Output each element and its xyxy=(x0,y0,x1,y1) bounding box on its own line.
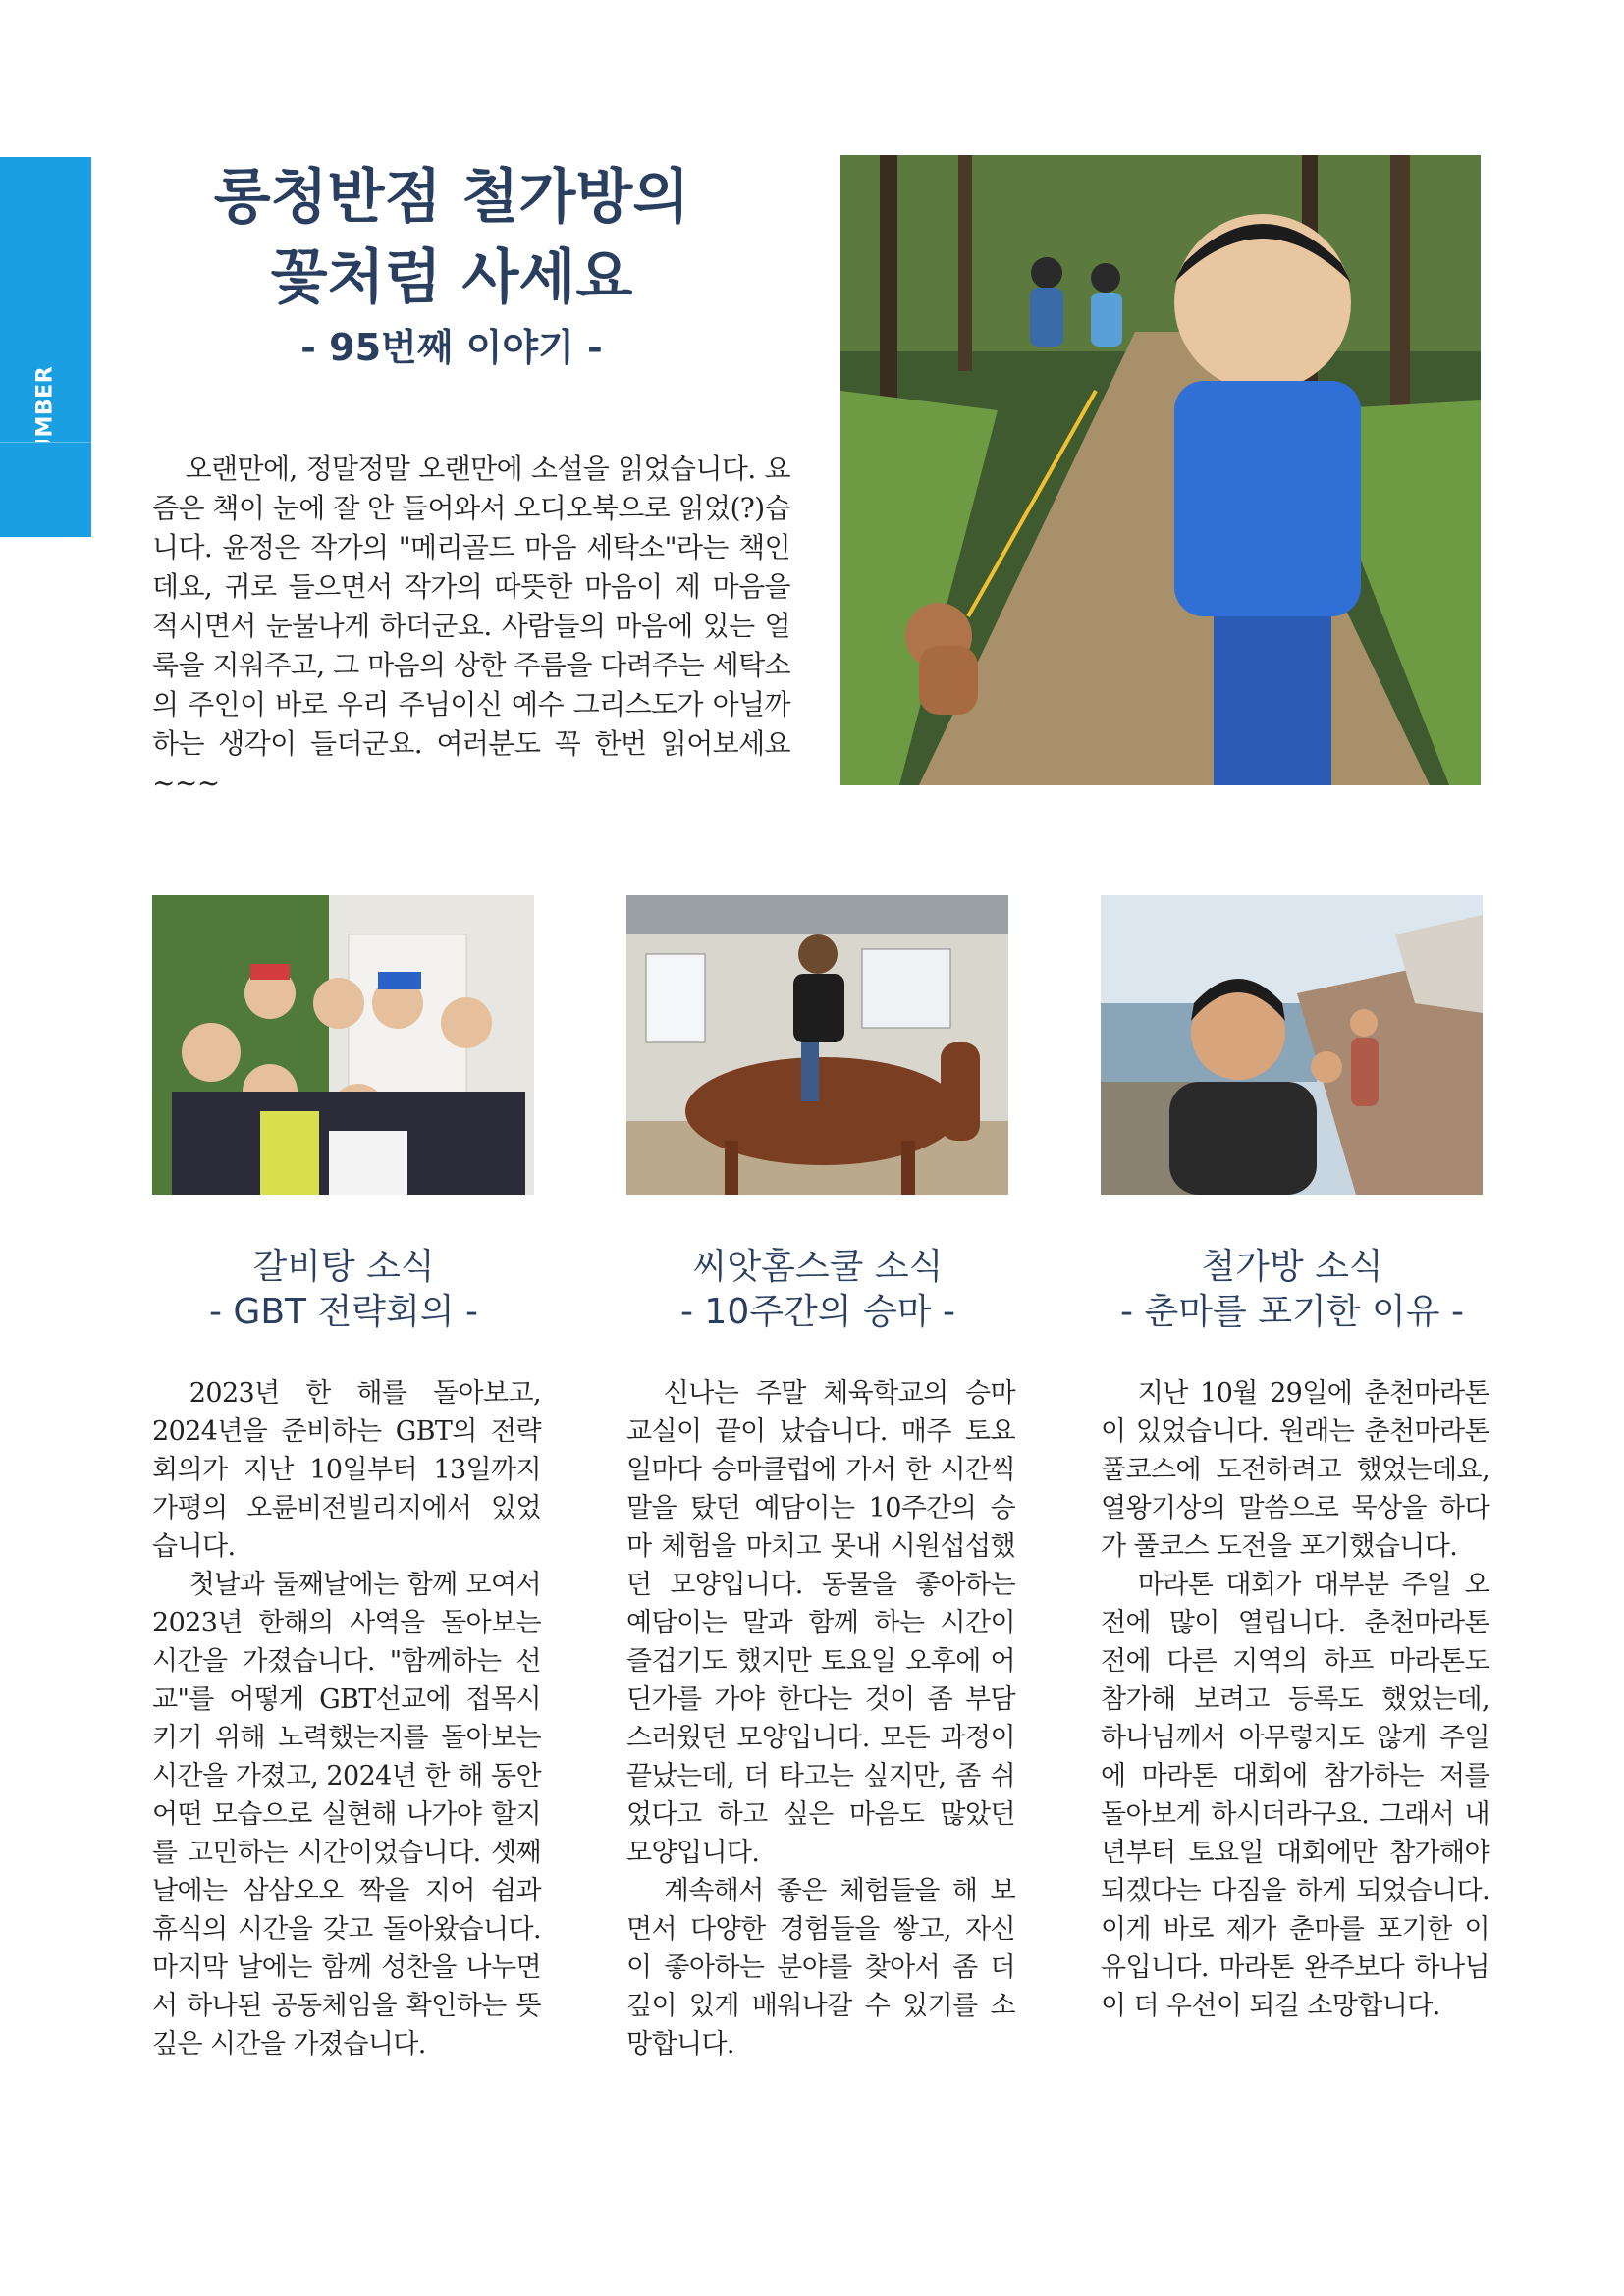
page-number-box xyxy=(0,442,91,939)
body-paragraph: 신나는 주말 체육학교의 승마 교실이 끝이 났습니다. 매주 토요일마다 승마클럽에 가서 한 시간씩 말을 탔던 예담이는 10주간의 승마 체험을 마치고 못내 시원섭섭했던 모양입니다. 동물을 좋아하는 예담이는 말과 함께 하는 시간이 즐겁기도 했지만 토요일 오후에 어딘가를 가야 한다는 것이 좀 부담스러웠던 모양입니다. 모든 과정이 끝났는데, 더 타고는 싶지만, 좀 쉬었다고 하고 싶은 마음도 많았던 모양입니다. xyxy=(626,1378,1015,1868)
body-paragraph: 계속해서 좋은 체험들을 해 보면서 다양한 경험들을 쌓고, 자신이 좋아하는 분야를 찾아서 좀 더 깊이 있게 배워나갈 수 있기를 소망합니다. xyxy=(626,1876,1015,2059)
headline-line-1: 롱청반점 철가방의 xyxy=(213,163,690,232)
column-title-sub: - 춘마를 포기한 이유 - xyxy=(1120,1292,1464,1332)
riverside-selfie-photo-image xyxy=(1101,895,1483,1195)
column-title-sub: - 10주간의 승마 - xyxy=(680,1292,955,1332)
column-body-cheolgabang xyxy=(1101,1374,1489,2025)
column-title-galbitang xyxy=(128,1245,560,1335)
headline-title xyxy=(152,157,751,318)
body-paragraph: 첫날과 둘째날에는 함께 모여서 2023년 한해의 사역을 돌아보는 시간을 가졌습니다. "함께하는 선교"를 어떻게 GBT선교에 접목시키기 위해 노력했는지를 돌아보는 시간을 가졌고, 2024년 한 해 동안 어떤 모습으로 실현해 나가야 할지를 고민하는 시간이었습니다. 셋째날에는 삼삼오오 짝을 지어 쉼과 휴식의 시간을 갖고 돌아왔습니다. 마지막 날에는 함께 성찬을 나누면서 하나된 공동체임을 확인하는 뜻깊은 시간을 가졌습니다. xyxy=(152,1570,541,2059)
page-number: 1 xyxy=(32,924,58,939)
gbt-group-photo-image xyxy=(152,895,534,1195)
column-title-main: 철가방 소식 xyxy=(1201,1247,1383,1287)
column-title-main: 갈비탕 소식 xyxy=(252,1247,435,1287)
gbt-group-photo xyxy=(152,895,534,1195)
body-paragraph: 지난 10월 29일에 춘천마라톤이 있었습니다. 원래는 춘천마라톤 풀코스에 도전하려고 했었는데요, 열왕기상의 말씀으로 묵상을 하다가 풀코스 도전을 포기했습니다. xyxy=(1101,1378,1489,1562)
page-number-tab xyxy=(0,157,91,442)
headline-block xyxy=(152,157,751,373)
riverside-selfie-photo xyxy=(1101,895,1483,1195)
hero-photo xyxy=(840,155,1481,785)
column-body-galbitang xyxy=(152,1374,541,2063)
column-body-homeschool xyxy=(626,1374,1015,2063)
body-paragraph: 마라톤 대회가 대부분 주일 오전에 많이 열립니다. 춘천마라톤 전에 다른 지역의 하프 마라톤도 참가해 보려고 등록도 했었는데, 하나님께서 아무렇지도 않게 주일에 마라톤 대회에 참가하는 저를 돌아보게 하시더라구요. 그래서 내년부터 토요일 대회에만 참가해야 되겠다는 다짐을 하게 되었습니다. 이게 바로 제가 춘마를 포기한 이유입니다. 마라톤 완주보다 하나님이 더 우선이 되길 소망합니다. xyxy=(1101,1570,1489,2021)
body-paragraph: 2023년 한 해를 돌아보고, 2024년을 준비하는 GBT의 전략회의가 지난 10일부터 13일까지 가평의 오륜비전빌리지에서 있었습니다. xyxy=(152,1378,541,1562)
horse-riding-photo xyxy=(626,895,1008,1195)
column-title-sub: - GBT 전략회의 - xyxy=(209,1292,478,1332)
column-title-homeschool xyxy=(602,1245,1034,1335)
intro-paragraph: 오랜만에, 정말정말 오랜만에 소설을 읽었습니다. 요즘은 책이 눈에 잘 안 들어와서 오디오북으로 읽었(?)습니다. 윤정은 작가의 "메리골드 마음 세탁소"라는 책인데요, 귀로 들으면서 작가의 따뜻한 마음이 제 마음을 적시면서 눈물나게 하더군요. 사람들의 마음에 있는 얼룩을 지워주고, 그 마음의 상한 주름을 다려주는 세탁소의 주인이 바로 우리 주님이신 예수 그리스도가 아닐까 하는 생각이 들더군요. 여러분도 꼭 한번 읽어보세요~~~ xyxy=(152,453,790,799)
column-title-main: 씨앗홈스쿨 소식 xyxy=(692,1247,944,1287)
headline-subtitle: - 95번째 이야기 - xyxy=(300,326,603,369)
column-title-cheolgabang xyxy=(1076,1245,1508,1335)
hero-photo-image xyxy=(840,155,1481,785)
horse-riding-photo-image xyxy=(626,895,1008,1195)
headline-line-2: 꽃처럼 사세요 xyxy=(270,243,633,312)
